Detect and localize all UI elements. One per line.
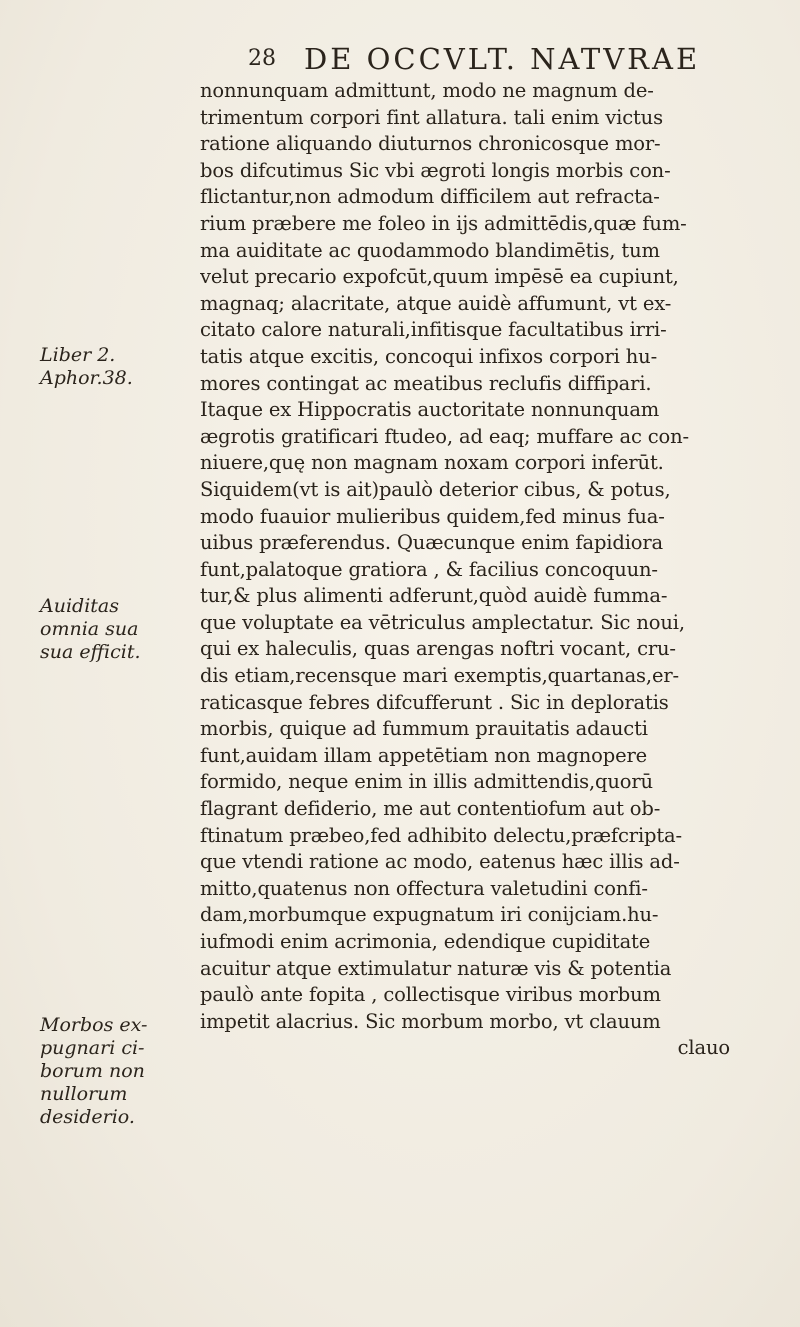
text-line: qui ex haleculis, quas arengas noftri vocant, cru- xyxy=(200,637,676,661)
marginal-note-line: Auiditas xyxy=(40,595,119,617)
text-line: acuitur atque extimulatur naturæ vis & potentia xyxy=(200,956,672,980)
marginal-note-line: Liber 2. xyxy=(40,344,116,366)
text-line: mitto,quatenus non offectura valetudini confi- xyxy=(200,876,648,900)
catchword: clauo xyxy=(677,1036,730,1060)
text-line: raticasque febres difcufferunt . Sic in deploratis xyxy=(200,690,669,714)
page-number: 28 xyxy=(248,46,276,71)
body-text xyxy=(200,78,740,1062)
running-head xyxy=(248,42,718,78)
text-line: uibus præferendus. Quæcunque enim fapidiora xyxy=(200,531,664,555)
marginal-note-3 xyxy=(40,1014,180,1129)
text-line: Itaque ex Hippocratis auctoritate nonnunquam xyxy=(200,398,660,422)
marginal-note-line: Morbos ex- xyxy=(40,1014,148,1036)
text-line: que vtendi ratione ac modo, eatenus hæc illis ad- xyxy=(200,850,680,874)
text-line: dis etiam,recensque mari exemptis,quartanas,er- xyxy=(200,664,679,688)
text-line: flagrant defiderio, me aut contentiofum aut ob- xyxy=(200,797,661,821)
text-line: Siquidem(vt is ait)paulò deterior cibus, & potus, xyxy=(200,477,671,501)
text-line: tur,& plus alimenti adferunt,quòd auidè fumma- xyxy=(200,584,668,608)
text-line: mores contingat ac meatibus reclufis diffipari. xyxy=(200,371,652,395)
text-line: nonnunquam admittunt, modo ne magnum de- xyxy=(200,79,654,102)
text-line: funt,auidam illam appetētiam non magnopere xyxy=(200,743,648,767)
text-line: trimentum corpori fint allatura. tali enim victus xyxy=(200,105,663,129)
text-line: morbis, quique ad fummum prauitatis adaucti xyxy=(200,717,648,741)
text-line: modo fuauior mulieribus quidem,fed minus fua- xyxy=(200,504,665,528)
text-line: que voluptate ea vētriculus amplectatur. Sic noui, xyxy=(200,610,685,634)
text-line: ægrotis gratificari ftudeo, ad eaq; muffare ac con- xyxy=(200,424,689,448)
text-line: velut precario expofcūt,quum impēsē ea cupiunt, xyxy=(200,265,679,289)
text-line: ratione aliquando diuturnos chronicosque mor- xyxy=(200,132,661,156)
text-line: funt,palatoque gratiora , & facilius concoquun- xyxy=(200,557,658,581)
marginal-note-line: borum non xyxy=(40,1060,145,1082)
marginal-note-1 xyxy=(40,344,180,390)
running-title: DE OCCVLT. NATVRAE xyxy=(304,42,701,76)
text-line: ftinatum præbeo,fed adhibito delectu,præfcripta- xyxy=(200,823,682,847)
text-line: iufmodi enim acrimonia, edendique cupiditate xyxy=(200,930,651,953)
marginal-note-line: sua efficit. xyxy=(40,641,141,663)
text-line: niuere,quę non magnam noxam corpori inferūt. xyxy=(200,451,664,475)
text-line: bos difcutimus Sic vbi ægroti longis morbis con- xyxy=(200,158,671,182)
marginal-note-line: pugnari ci- xyxy=(40,1037,145,1059)
text-line: impetit alacrius. Sic morbum morbo, vt clauum xyxy=(200,1009,661,1033)
text-line: tatis atque excitis, concoqui infixos corpori hu- xyxy=(200,344,658,368)
text-line: formido, neque enim in illis admittendis,quorū xyxy=(200,770,653,794)
text-line: flictantur,non admodum difficilem aut refracta- xyxy=(200,185,660,209)
text-line: dam,morbumque expugnatum iri conijciam.hu- xyxy=(200,903,659,927)
marginal-note-line: nullorum xyxy=(40,1083,128,1105)
text-line: rium præbere me foleo in ijs admittēdis,quæ fum- xyxy=(200,211,687,235)
text-line: citato calore naturali,infitisque facultatibus irri- xyxy=(200,318,667,342)
marginal-note-line: Aphor.38. xyxy=(40,367,133,389)
text-line: paulò ante fopita , collectisque viribus morbum xyxy=(200,983,661,1007)
marginal-note-2 xyxy=(40,595,180,664)
marginal-note-line: desiderio. xyxy=(40,1106,135,1128)
text-line: ma auiditate ac quodammodo blandimētis, tum xyxy=(200,238,660,262)
marginal-note-line: omnia sua xyxy=(40,618,139,640)
text-line: magnaq; alacritate, atque auidè affumunt, vt ex- xyxy=(200,291,672,315)
